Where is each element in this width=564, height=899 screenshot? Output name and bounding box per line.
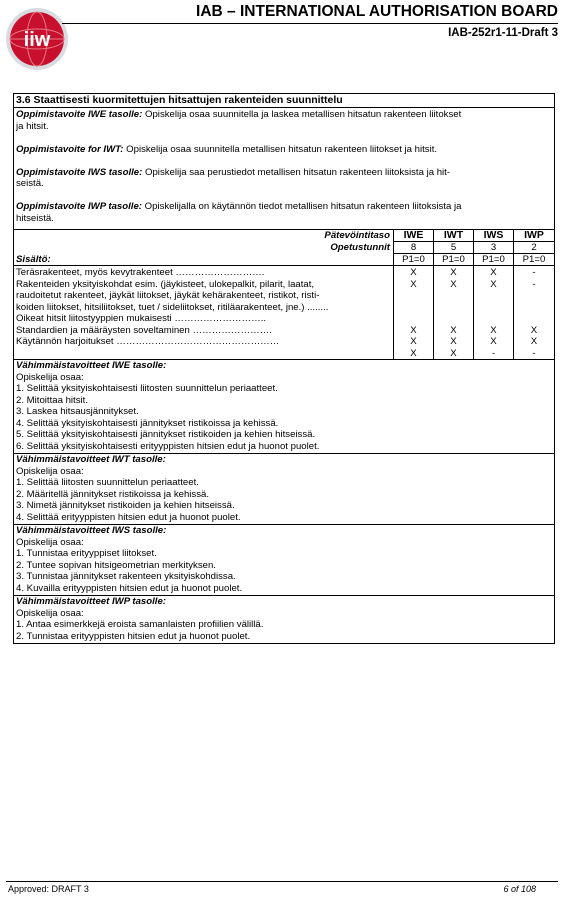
column-hours: 2 xyxy=(514,242,554,254)
iiw-logo xyxy=(4,6,70,72)
table-row: Käytännön harjoitukset …………………………………………… xyxy=(16,336,280,347)
column-hours: 3 xyxy=(474,242,513,254)
objective-iwp: Oppimistavoite IWP tasolle: Opiskelijalla on käytännön tiedot metallisen hitsatun rakenteen liitoksista ja hitseistä. xyxy=(16,201,462,224)
list-item: 3. Nimetä jännitykset ristikoiden ja kehien hitseissä. xyxy=(16,500,235,511)
mark xyxy=(434,290,473,302)
mark xyxy=(434,313,473,325)
mark: X xyxy=(410,278,417,290)
mark: X xyxy=(490,336,497,347)
list-item: 2. Tuntee sopivan hitsigeometrian merkityksen. xyxy=(16,559,216,571)
mark: X xyxy=(410,347,417,359)
column-p: P1=0 xyxy=(434,254,473,266)
column-header: IWE xyxy=(394,230,433,242)
content-column xyxy=(14,230,393,359)
header-rule xyxy=(62,23,558,24)
column-iwp xyxy=(513,230,554,359)
column-iws xyxy=(473,230,513,359)
minimum-iws: Vähimmäistavoitteet IWS tasolle: Opiskelija osaa: 1. Tunnistaa erityyppiset liitokset. 2. Tuntee sopivan hitsigeometrian merkityksen. 3. Tunnistaa jännitykset rakenteen yksityiskohdissa. 4. Kuvailla erityyppisten hitsien edut ja huonot puolet. xyxy=(14,524,554,595)
mark: X xyxy=(490,324,497,336)
table-row: koiden liitokset, hitsiliitokset, tuet / sideliitokset, ritiläarakenteet, jne.) ........ xyxy=(16,301,329,313)
list-item: 1. Tunnistaa erityyppiset liitokset. xyxy=(16,548,157,559)
list-item: 4. Selittää yksityiskohtaisesti jännitykset ristikoissa ja kehissä. xyxy=(16,417,279,429)
mark xyxy=(474,290,513,302)
table-row: Rakenteiden yksityiskohdat esim. (jäykisteet, ulokepalkit, pilarit, laatat, xyxy=(16,278,315,290)
mark: X xyxy=(410,324,417,336)
mark: - xyxy=(532,267,536,278)
content-rows xyxy=(14,266,393,358)
table-row: raudoitetut rakenteet, jäykät liitokset, jäykät kehärakenteet, ristikot, risti- xyxy=(16,290,320,301)
mark: X xyxy=(490,278,497,290)
mark: X xyxy=(530,336,538,347)
content-label: Sisältö: xyxy=(14,254,393,266)
minimum-iwt: Vähimmäistavoitteet IWT tasolle: Opiskelija osaa: 1. Selittää liitosten suunnittelun periaatteet. 2. Määritellä jännitykset ristikoissa ja kehissä. 3. Nimetä jännitykset ristikoiden ja kehien hitseissä. 4. Selittää erityyppisten hitsien edut ja huonot puolet. xyxy=(14,453,554,524)
mark: X xyxy=(530,324,538,336)
mark: - xyxy=(491,347,496,359)
footer-rule xyxy=(6,881,558,882)
column-p: P1=0 xyxy=(474,254,513,266)
objective-iwe: Oppimistavoite IWE tasolle: Opiskelija osaa suunnitella ja laskea metallisen hitsatun rakenteen liitokset ja hitsit. xyxy=(16,109,462,132)
list-item: 3. Laskea hitsausjännitykset. xyxy=(16,406,139,417)
page-number: 6 of 108 xyxy=(503,884,536,894)
objective-iws: Oppimistavoite IWS tasolle: Opiskelija saa perustiedot metallisen hitsatun rakenteen liitoksista ja hit- seistä. xyxy=(16,166,451,189)
table-row: Oikeat hitsit liitostyyppien mukaisesti ……………………….. xyxy=(16,313,267,324)
mark xyxy=(514,313,554,325)
list-item: 2. Mitoittaa hitsit. xyxy=(16,394,88,406)
mark: - xyxy=(532,347,536,359)
table-row: Teräsrakenteet, myös kevytrakenteet ………………………. xyxy=(16,267,265,278)
mark: X xyxy=(450,324,457,336)
list-item: 2. Määritellä jännitykset ristikoissa ja kehissä. xyxy=(16,488,210,500)
column-hours: 8 xyxy=(394,242,433,254)
mark xyxy=(394,290,433,302)
list-item: 1. Selittää yksityiskohtaisesti liitosten suunnittelun periaatteet. xyxy=(16,383,278,394)
objectives xyxy=(14,108,554,224)
column-header: IWP xyxy=(514,230,554,242)
column-p: P1=0 xyxy=(514,254,554,266)
mark: X xyxy=(450,347,457,359)
mark: X xyxy=(490,267,497,278)
list-item: 4. Kuvailla erityyppisten hitsien edut ja huonot puolet. xyxy=(16,582,243,594)
document-id: IAB-252r1-11-Draft 3 xyxy=(448,27,558,39)
logo-text: iiw xyxy=(23,29,51,51)
list-item: 6. Selittää yksityiskohtaisesti erityyppisten hitsien edut ja huonot puolet. xyxy=(16,440,320,452)
mark: X xyxy=(450,336,457,347)
mark: - xyxy=(532,278,536,290)
list-item: 1. Selittää liitosten suunnittelun periaatteet. xyxy=(16,477,199,488)
hours-label: Opetustunnit xyxy=(330,242,390,253)
mark: X xyxy=(450,267,457,278)
mark: X xyxy=(410,267,417,278)
mark: X xyxy=(410,336,417,347)
list-item: 4. Selittää erityyppisten hitsien edut ja huonot puolet. xyxy=(16,511,241,523)
mark xyxy=(394,313,433,325)
list-item: 5. Selittää yksityiskohtaisesti jännitykset ristikoiden ja kehien hitseissä. xyxy=(16,429,316,440)
list-item: 2. Tunnistaa erityyppisten hitsien edut ja huonot puolet. xyxy=(16,630,251,642)
section-title: 3.6 Staattisesti kuormitettujen hitsattujen rakenteiden suunnittelu xyxy=(14,94,554,108)
minimum-iwp: Vähimmäistavoitteet IWP tasolle: Opiskelija osaa: 1. Antaa esimerkkejä eroista samanlaisten profiilien välillä. 2. Tunnistaa erityyppisten hitsien edut ja huonot puolet. xyxy=(14,595,554,643)
minimum-iwe: Vähimmäistavoitteet IWE tasolle: Opiskelija osaa: 1. Selittää yksityiskohtaisesti liitosten suunnittelun periaatteet. 2. Mitoittaa hitsit. 3. Laskea hitsausjännitykset. 4. Selittää yksityiskohtaisesti jännitykset ristikoissa ja kehissä. 5. Selittää yksityiskohtaisesti jännitykset ristikoiden ja kehien hitseissä. 6. Selittää yksityiskohtaisesti erityyppisten hitsien edut ja huonot puolet. xyxy=(14,359,554,453)
table-row: Standardien ja määräysten soveltaminen ……………………. xyxy=(16,324,272,336)
column-hours: 5 xyxy=(434,242,473,254)
content-table xyxy=(14,229,554,359)
mark xyxy=(434,302,473,314)
column-p: P1=0 xyxy=(394,254,433,266)
column-header: IWT xyxy=(434,230,473,242)
level-label: Pätevöintitaso xyxy=(324,230,390,241)
mark xyxy=(474,313,513,325)
list-item: 1. Antaa esimerkkejä eroista samanlaisten profiilien välillä. xyxy=(16,619,264,630)
board-title: IAB – INTERNATIONAL AUTHORISATION BOARD xyxy=(196,3,558,20)
course-section xyxy=(13,93,555,644)
column-header: IWS xyxy=(474,230,513,242)
mark xyxy=(514,290,554,302)
approval-status: Approved: DRAFT 3 xyxy=(8,884,89,894)
list-item: 3. Tunnistaa jännitykset rakenteen yksityiskohdissa. xyxy=(16,571,236,582)
column-iwe xyxy=(393,230,433,359)
mark: X xyxy=(450,278,457,290)
mark xyxy=(474,302,513,314)
column-iwt xyxy=(433,230,473,359)
mark xyxy=(394,302,433,314)
objective-iwt: Oppimistavoite for IWT: Opiskelija osaa suunnitella metallisen hitsatun rakenteen liitokset ja hitsit. xyxy=(16,143,438,155)
mark xyxy=(514,302,554,314)
